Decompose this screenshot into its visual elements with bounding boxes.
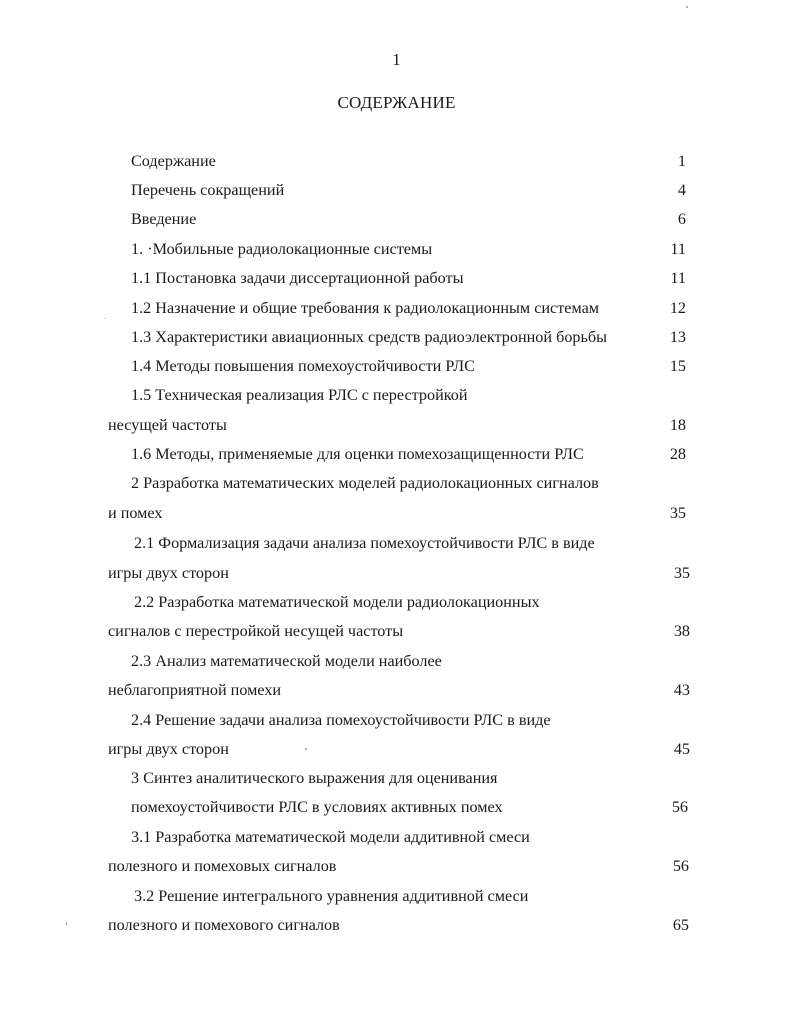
toc-entry-text: 3 Синтез аналитического выражения для оценивания bbox=[131, 769, 498, 787]
toc-entry-text: 1. ·Мобильные радиолокационные системы bbox=[131, 240, 433, 258]
toc-entry-text-continued: помехоустойчивости РЛС в условиях активных помех bbox=[131, 798, 503, 816]
toc-entry-text: 1.5 Техническая реализация РЛС с перестройкой bbox=[131, 386, 468, 404]
toc-entry-page: 18 bbox=[669, 416, 686, 434]
toc-entry-text-continued: неблагоприятной помехи bbox=[108, 681, 282, 699]
toc-entry-page: 35 bbox=[669, 504, 686, 522]
toc-entry-text: 2.3 Анализ математической модели наиболее bbox=[131, 652, 442, 670]
toc-entry-text: 2.1 Формализация задачи анализа помехоустойчивости РЛС в виде bbox=[134, 534, 595, 552]
toc-entry-text-continued: игры двух сторон bbox=[108, 564, 229, 582]
toc-entry-page: 56 bbox=[672, 857, 689, 875]
scan-speck bbox=[305, 748, 307, 750]
toc-entry-page: 35 bbox=[673, 564, 690, 582]
toc-entry-page: 56 bbox=[671, 798, 688, 816]
toc-entry-text-continued: полезного и помеховых сигналов bbox=[108, 857, 337, 875]
toc-entry-page: 11 bbox=[670, 240, 686, 258]
toc-entry-text-continued: игры двух сторон bbox=[108, 740, 229, 758]
toc-entry-text: 1.6 Методы, применяемые для оценки помехозащищенности РЛС bbox=[131, 445, 584, 463]
toc-entry-text: Перечень сокращений bbox=[131, 181, 285, 199]
toc-entry-text-continued: полезного и помехового сигналов bbox=[108, 916, 340, 934]
toc-entry-page: 45 bbox=[673, 740, 690, 758]
toc-entry-text: 1.4 Методы повышения помехоустойчивости РЛС bbox=[131, 357, 475, 375]
toc-title: СОДЕРЖАНИЕ bbox=[337, 93, 456, 112]
toc-entry-text: 3.1 Разработка математической модели аддитивной смеси bbox=[131, 828, 530, 846]
page-number: 1 bbox=[392, 50, 401, 69]
toc-entry-page: 38 bbox=[673, 622, 690, 640]
toc-entry-text: 1.1 Постановка задачи диссертационной работы bbox=[131, 269, 464, 287]
toc-entry-page: 43 bbox=[673, 681, 690, 699]
toc-entry-text: 2.4 Решение задачи анализа помехоустойчивости РЛС в виде bbox=[131, 711, 551, 729]
toc-entry-page: 6 bbox=[677, 210, 686, 228]
scan-speck bbox=[686, 6, 688, 8]
toc-entry-page: 28 bbox=[669, 445, 686, 463]
toc-entry-page: 12 bbox=[669, 299, 686, 317]
toc-entry-text-continued: сигналов с перестройкой несущей частоты bbox=[108, 622, 404, 640]
toc-entry-text-continued: и помех bbox=[108, 504, 163, 522]
scan-speck bbox=[66, 922, 67, 925]
toc-entry-text: 1.2 Назначение и общие требования к радиолокационным системам bbox=[131, 299, 600, 317]
toc-entry-text: 1.3 Характеристики авиационных средств радиоэлектронной борьбы bbox=[131, 328, 608, 346]
toc-entry-text: 2 Разработка математических моделей радиолокационных сигналов bbox=[131, 474, 599, 492]
toc-entry-text: 2.2 Разработка математической модели радиолокационных bbox=[134, 593, 540, 611]
toc-entry-text: Введение bbox=[131, 210, 197, 228]
toc-entry-page: 65 bbox=[672, 916, 689, 934]
toc-entry-page: 13 bbox=[669, 328, 686, 346]
toc-entry-text: 3.2 Решение интегрального уравнения аддитивной смеси bbox=[134, 887, 529, 905]
toc-entry-page: 15 bbox=[669, 357, 686, 375]
toc-entry-page: 1 bbox=[677, 152, 686, 170]
scan-speck bbox=[105, 318, 106, 319]
toc-entry-page: 11 bbox=[670, 269, 686, 287]
toc-entry-text-continued: несущей частоты bbox=[108, 416, 227, 434]
toc-entry-page: 4 bbox=[677, 181, 686, 199]
toc-entry-text: Содержание bbox=[131, 152, 216, 170]
